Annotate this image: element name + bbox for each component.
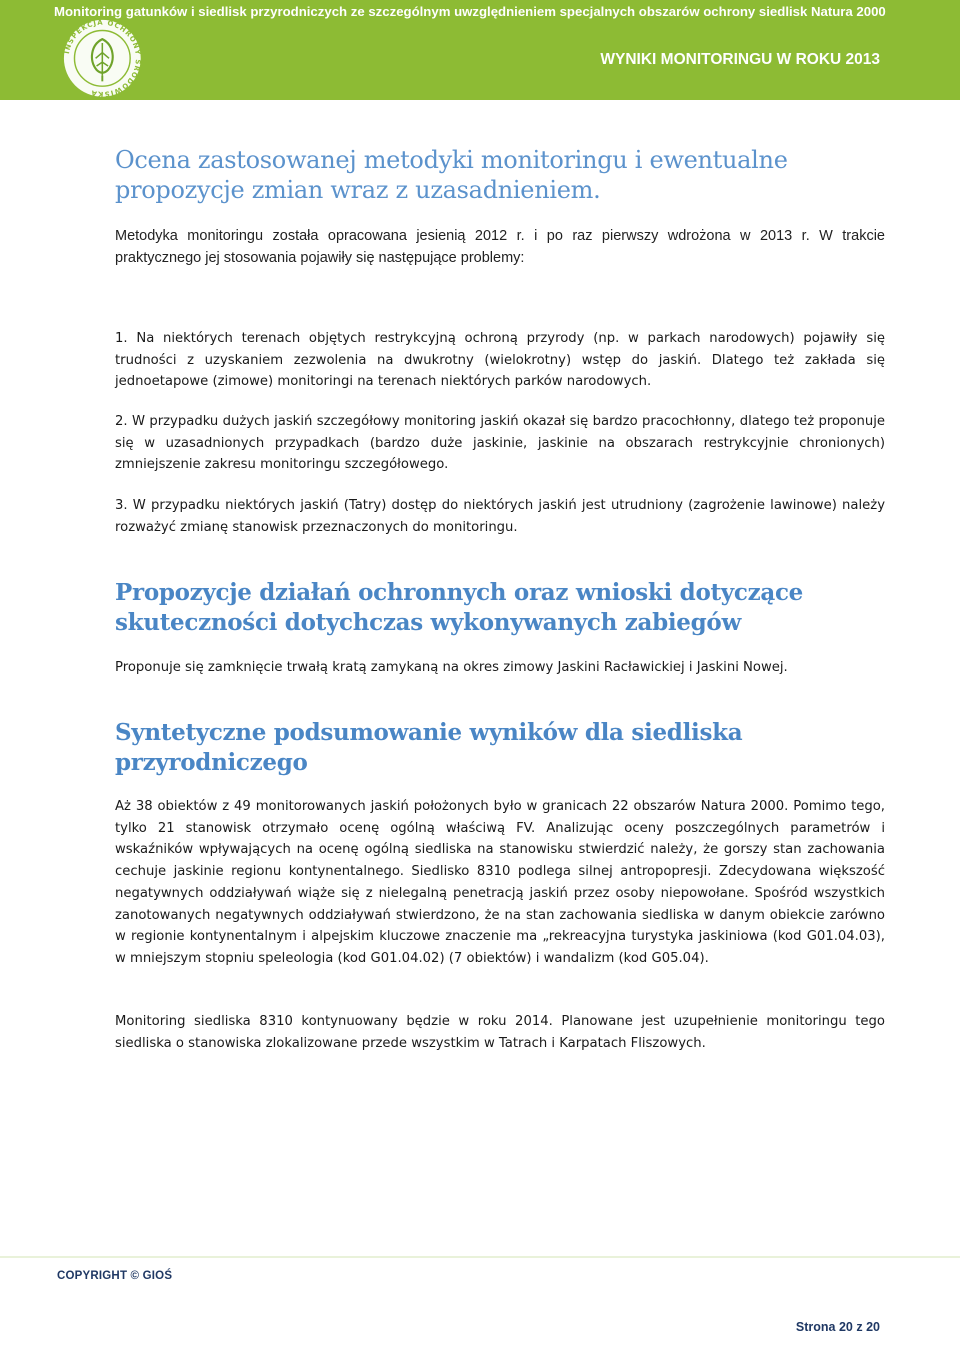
summary-para-2-block [115,1011,885,1054]
methodology-intro-block [115,226,885,269]
problem-item-1-block [115,328,885,393]
section-heading-protection: Propozycje działań ochronnych oraz wnioski dotyczące skuteczności dotychczas wykonywanych zabiegów [115,579,803,636]
protection-body: Proponuje się zamknięcie trwałą kratą zamykaną na okres zimowy Jaskini Racławickiej i Jaskini Nowej. [115,660,788,675]
summary-para-1-block [115,796,885,970]
protection-body-block [115,657,885,679]
section-heading-summary: Syntetyczne podsumowanie wyników dla siedliska przyrodniczego [115,719,743,776]
problem-item-3: 3. W przypadku niektórych jaskiń (Tatry) dostęp do niektórych jaskiń jest utrudniony (zagrożenie lawinowe) należy rozważyć zmianę stanowisk przeznaczonych do monitoringu. [115,498,885,535]
header-subtitle: WYNIKI MONITORINGU W ROKU 2013 [600,51,880,68]
problem-item-2: 2. W przypadku dużych jaskiń szczegółowy monitoring jaskiń okazał się bardzo pracochłonny, dlatego też proponuje się w uzasadnionych przypadkach (bardzo duże jaskinie, jaskinie na obszarach restrykcyjnie chronionych) zmniejszenie zakresu monitoringu szczegółowego. [115,414,885,473]
summary-para-2: Monitoring siedliska 8310 kontynuowany będzie w roku 2014. Planowane jest uzupełnienie monitoringu tego siedliska o stanowiska zlokalizowane przede wszystkim w Tatrach i Karpatach Fliszowych. [115,1014,885,1051]
section-protection [115,578,885,638]
page-number: Strona 20 z 20 [795,1320,880,1334]
inspekcja-logo-icon [62,18,158,114]
problem-item-1: 1. Na niektórych terenach objętych restrykcyjną ochroną przyrody (np. w parkach narodowych) pojawiły się trudności z uzyskaniem zezwolenia na dwukrotny (wielokrotny) wstęp do jaskiń. Dlatego też zakłada się jednoetapowe (zimowe) monitoringi na terenach niektórych parków narodowych. [115,331,885,390]
section-methodology [115,145,885,205]
section-summary [115,718,885,778]
methodology-intro: Metodyka monitoringu została opracowana jesienią 2012 r. i po raz pierwszy wdrożona w 2013 r. W trakcie praktycznego jej stosowania pojawiły się następujące problemy: [115,228,885,266]
svg-text:INSPEKCJA OCHRONY ŚRODOWISKA: INSPEKCJA OCHRONY ŚRODOWISKA [63,18,143,99]
section-heading-methodology: Ocena zastosowanej metodyki monitoringu i ewentualne propozycje zmian wraz z uzasadnieniem. [115,146,788,204]
problem-item-3-block [115,495,885,538]
problem-item-2-block [115,411,885,476]
footer-divider [0,1256,960,1258]
summary-para-1: Aż 38 obiektów z 49 monitorowanych jaskiń położonych było w granicach 22 obszarów Natura 2000. Pomimo tego, tylko 21 stanowisk otrzymało ocenę ogólną właściwą FV. Analizując oceny poszczególnych parametrów i wskaźników wpływających na ocenę ogólną siedliska na stanowisku stwierdzić należy, że gorszy stan zachowania cechuje jaskinie regionu kontynentalnego. Siedlisko 8310 podlega silnej antropopresji. Zdecydowana większość negatywnych oddziaływań wiąże się z nielegalną penetracją jaskiń przez osoby niepowołane. Spośród wszystkich zanotowanych negatywnych oddziaływań stwierdzono, że na stan zachowania siedliska w danym obiekcie zarówno w regionie kontynentalnym i alpejskim kluczowe znaczenie ma „rekreacyjna turystyka jaskiniowa (kod G01.04.03), w mniejszym stopniu speleologia (kod G01.04.02) (7 obiektów) i wandalizm (kod G05.04). [115,799,885,966]
footer-copyright: COPYRIGHT © GIOŚ [57,1270,173,1282]
header-title: Monitoring gatunków i siedlisk przyrodniczych ze szczególnym uwzględnieniem specjalnych obszarów ochrony siedlisk Natura 2000 [54,4,886,19]
